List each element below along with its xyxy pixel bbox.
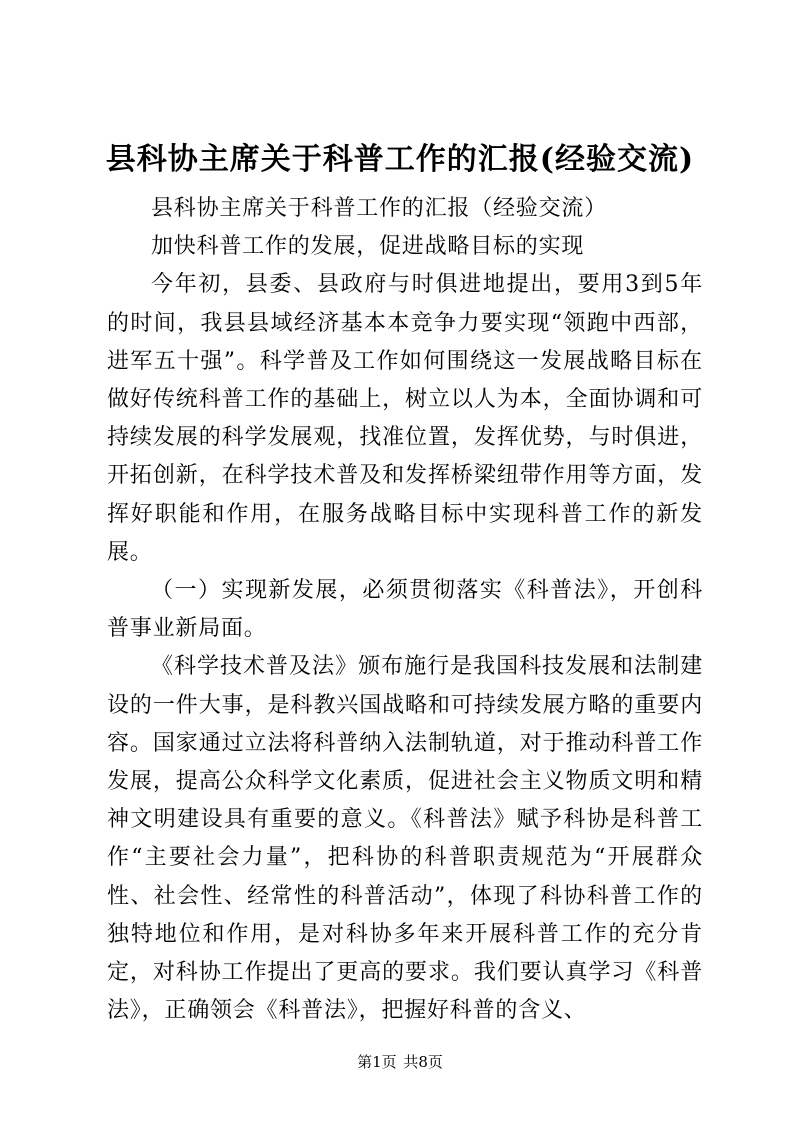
document-title: 县科协主席关于科普工作的汇报(经验交流) xyxy=(105,142,695,177)
section-heading-paragraph: （一）实现新发展，必须贯彻落实《科普法》，开创科普事业新局面。 xyxy=(107,578,703,642)
body-paragraph: 《科学技术普及法》颁布施行是我国科技发展和法制建设的一件大事，是科教兴国战略和可持续发展方略的重要内容。国家通过立法将科普纳入法制轨道，对于推动科普工作发展，提高公众科学文化素质，促进社会主义物质文明和精神文明建设具有重要的意义。《科普法》赋予科协是科普工作“主要社会力量”，把科协的科普职责规范为“开展群众性、社会性、经常性的科普活动”，体现了科协科普工作的独特地位和作用，是对科协多年来开展科普工作的充分肯定，对科协工作提出了更高的要求。我们要认真学习《科普法》，正确领会《科普法》，把握好科普的含义、 xyxy=(107,654,703,1024)
page-number: 第1页 xyxy=(357,1053,397,1071)
page-footer xyxy=(0,1052,800,1072)
document-body xyxy=(107,190,703,1030)
body-paragraph: 今年初，县委、县政府与时俱进地提出，要用3到5年的时间，我县县域经济基本本竞争力要实现“领跑中西部，进军五十强”。科学普及工作如何围绕这一发展战略目标在做好传统科普工作的基础上，树立以人为本，全面协调和可持续发展的科学发展观，找准位置，发挥优势，与时俱进，开拓创新，在科学技术普及和发挥桥梁纽带作用等方面，发挥好职能和作用，在服务战略目标中实现科普工作的新发展。 xyxy=(107,272,703,565)
subtitle-paragraph: 县科协主席关于科普工作的汇报（经验交流） xyxy=(151,196,608,221)
page-total: 共8页 xyxy=(403,1053,443,1071)
heading-paragraph: 加快科普工作的发展，促进战略目标的实现 xyxy=(151,234,585,260)
